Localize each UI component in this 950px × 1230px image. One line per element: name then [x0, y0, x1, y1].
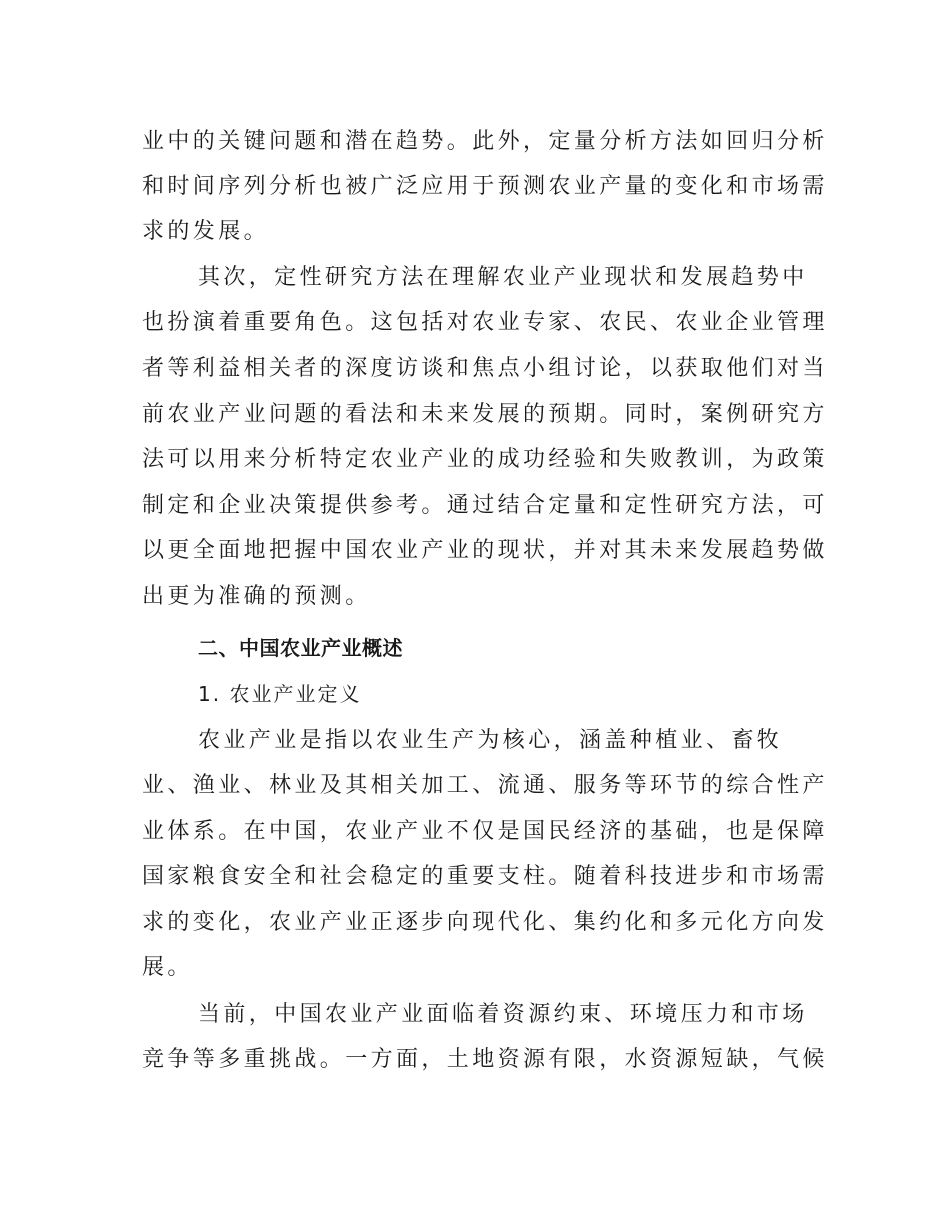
paragraph-line: 业体系。在中国，农业产业不仅是国民经济的基础，也是保障: [142, 819, 828, 844]
paragraph-line: 制定和企业决策提供参考。通过结合定量和定性研究方法，可: [142, 493, 828, 518]
paragraph-line: 展。: [142, 955, 193, 980]
paragraph-line: 农业产业是指以农业生产为核心，涵盖种植业、畜牧: [198, 728, 783, 753]
paragraph-line: 前农业产业问题的看法和未来发展的预期。同时，案例研究方: [142, 402, 828, 427]
paragraph-line: 当前，中国农业产业面临着资源约束、环境压力和市场: [198, 1002, 808, 1027]
paragraph-line: 法可以用来分析特定农业产业的成功经验和失败教训，为政策: [142, 447, 828, 472]
paragraph-line: 求的发展。: [142, 219, 270, 244]
paragraph-line: 出更为准确的预测。: [142, 584, 371, 609]
paragraph-line: 业、渔业、林业及其相关加工、流通、服务等环节的综合性产: [142, 773, 828, 798]
paragraph-line: 竞争等多重挑战。一方面，土地资源有限，水资源短缺，气候: [142, 1047, 828, 1072]
paragraph-line: 也扮演着重要角色。这包括对农业专家、农民、农业企业管理: [142, 310, 828, 335]
paragraph-line: 和时间序列分析也被广泛应用于预测农业产量的变化和市场需: [142, 174, 828, 199]
subsection-heading: 1. 农业产业定义: [198, 682, 362, 706]
paragraph-line: 国家粮食安全和社会稳定的重要支柱。随着科技进步和市场需: [142, 864, 828, 889]
paragraph-line: 者等利益相关者的深度访谈和焦点小组讨论，以获取他们对当: [142, 356, 828, 381]
paragraph-line: 业中的关键问题和潜在趋势。此外，定量分析方法如回归分析: [142, 129, 828, 154]
section-heading: 二、中国农业产业概述: [198, 636, 403, 660]
paragraph-line: 求的变化，农业产业正逐步向现代化、集约化和多元化方向发: [142, 910, 828, 935]
paragraph-line: 以更全面地把握中国农业产业的现状，并对其未来发展趋势做: [142, 538, 828, 563]
paragraph-line: 其次，定性研究方法在理解农业产业现状和发展趋势中: [198, 265, 808, 290]
